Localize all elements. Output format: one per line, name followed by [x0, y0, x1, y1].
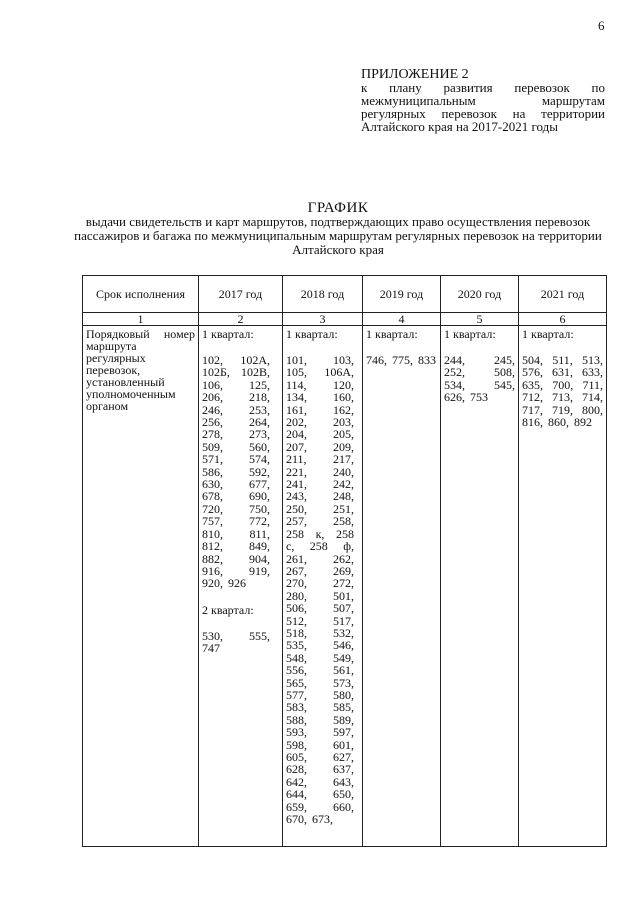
header-2018: 2018 год: [283, 276, 363, 313]
routes-2021-cell: [519, 326, 607, 847]
schedule-table: [82, 275, 607, 847]
quarter-label: 1 квартал:: [444, 327, 496, 341]
row-label: Порядковый номер маршрута регулярных перевозок, установленный уполномоченным органом: [86, 327, 195, 413]
page-number: 6: [598, 18, 605, 33]
column-number: 4: [363, 313, 441, 326]
quarter-label: 2 квартал:: [202, 602, 254, 617]
column-number: 1: [83, 313, 199, 326]
routes-2017-q1: 102, 102А, 102Б, 102В, 106, 125, 206, 218, 246, 253, 256, 264, 278, 273, 509, 560, 571, 574, 586, 592, 630, 677, 678, 690, 720, 750, 757, 772, 810, 811, 812, 849, 882, 904, 916, 919, 920, 926: [202, 353, 270, 591]
appendix-text: к плану развития перевозок по межмуниципальным маршрутам регулярных перевозок на территории Алтайского края на 2017-2021 годы: [361, 80, 605, 134]
routes-row: [83, 326, 607, 847]
routes-2019-cell: [363, 326, 441, 847]
heading-title: ГРАФИК: [307, 200, 369, 216]
row-label-cell: [83, 326, 199, 847]
header-2017: 2017 год: [199, 276, 283, 313]
routes-2017-q2: 530, 555, 747: [202, 628, 270, 656]
column-number-row: [83, 313, 607, 326]
header-2020: 2020 год: [441, 276, 519, 313]
routes-2020-q1: 244, 245, 252, 508, 534, 545, 626, 753: [444, 353, 515, 405]
quarter-label: 1 квартал:: [202, 327, 254, 341]
routes-2017-cell: [199, 326, 283, 847]
routes-2021-q1: 504, 511, 513, 576, 631, 633, 635, 700, 711, 712, 713, 714, 717, 719, 800, 816, 860, 892: [522, 353, 603, 430]
column-number: 2: [199, 313, 283, 326]
column-number: 3: [283, 313, 363, 326]
appendix-title: ПРИЛОЖЕНИЕ 2: [361, 67, 469, 82]
heading-subtitle: выдачи свидетельств и карт маршрутов, подтверждающих право осуществления перевозок пассажиров и багажа по межмуниципальным маршрутам регулярных перевозок на территории Алтайского края: [74, 214, 602, 257]
routes-2018-q1: 101, 103, 105, 106А, 114, 120, 134, 160, 161, 162, 202, 203, 204, 205, 207, 209, 211, 217, 221, 240, 241, 242, 243, 248, 250, 251, 257, 258, 258 к, 258 с, 258 ф, 261, 262, 267, 269, 270, 272, 280, 501, 506, 507, 512, 517, 518, 532, 535, 546, 548, 549, 556, 561, 565, 573, 577, 580, 583, 585, 588, 589, 593, 597, 598, 601, 605, 627, 628, 637, 642, 643, 644, 650, 659, 660, 670, 673,: [286, 353, 354, 827]
column-number: 6: [519, 313, 607, 326]
document-heading: [68, 201, 608, 257]
routes-2018-cell: [283, 326, 363, 847]
routes-2020-cell: [441, 326, 519, 847]
appendix-block: [361, 68, 605, 133]
header-2021: 2021 год: [519, 276, 607, 313]
routes-2019-q1: 746, 775, 833: [366, 353, 436, 367]
quarter-label: 1 квартал:: [366, 327, 418, 341]
quarter-label: 1 квартал:: [522, 327, 574, 341]
header-row: [83, 276, 607, 313]
header-2019: 2019 год: [363, 276, 441, 313]
column-number: 5: [441, 313, 519, 326]
quarter-label: 1 квартал:: [286, 327, 338, 341]
header-deadline: Срок исполнения: [83, 276, 199, 313]
